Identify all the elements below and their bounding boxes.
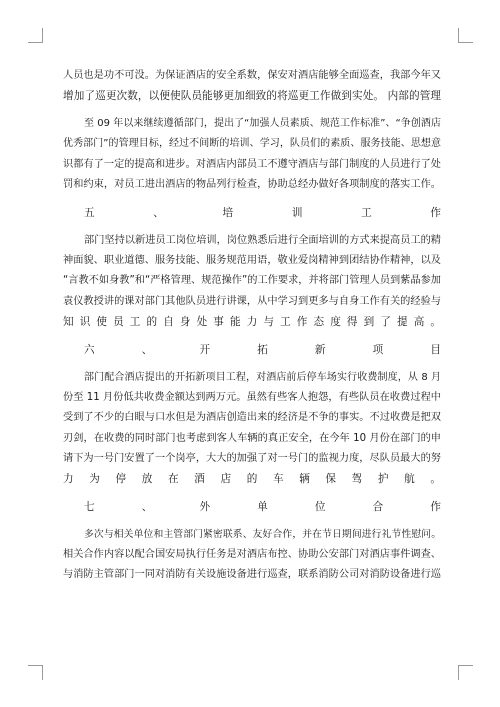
text-line: 增加了巡更次数，以便使队员能够更加细致的将巡更工作做到实处。 内部的管理 [63,90,441,103]
text-line: 六、开拓新项目 [84,343,441,356]
text-line: 相关合作内容以配合国安局执行任务是对酒店布控、协助公安部门对酒店事件调查、 [63,549,441,561]
crop-mark-top-left [28,28,43,43]
text-line: 部门坚持以新进员工岗位培训，岗位熟悉后进行全面培训的方式来提高员工的精 [84,235,441,247]
paragraph-gap [63,332,441,340]
document-body [63,66,441,586]
text-line: 多次与相关单位和主管部门紧密联系、友好合作，并在节日期间进行礼节性慰问。 [84,529,441,541]
paragraph-gap [63,106,441,114]
text-line: 袁仪教授讲的课对部门其他队员进行讲课，从中学习到更多与自身工作有关的经验与 [63,295,441,307]
paragraph-gap [63,517,441,525]
text-line: 神面貌、职业道德、服务技能、服务规范用语，敬业爱岗精神到团结协作精神，以及 [63,255,441,267]
text-line: 优秀部门”的管理目标，经过不间断的培训、学习，队员们的素质、服务技能、思想意 [63,138,441,150]
text-line: 刃剑，在收费的同时部门也考虑到客人车辆的真正安全，在今年 10 月份在部门的申 [63,432,441,444]
text-line: “言教不如身教”和“严格管理、规范操作”的工作要求，并将部门管理人员到紫晶参加 [63,275,441,287]
crop-mark-bottom-left [28,665,43,680]
paragraph-gap [63,223,441,231]
crop-mark-bottom-right [458,665,473,680]
text-line: 请下为一号门安置了一个岗亭，大大的加强了对一号门的监视力度，尽队员最大的努 [63,452,441,464]
text-line: 受到了不少的白眼与口水但是为酒店创造出来的经济是不争的事实。不过收费是把双 [63,412,441,424]
paragraph-gap [63,360,441,368]
text-line: 人员也是功不可没。为保证酒店的安全系数，保安对酒店能够全面巡查，我部今年又 [63,70,441,81]
text-line: 七、外单位合作 [84,500,441,513]
text-line: 罚和约束，对员工进出酒店的物品列行检查，协助总经办做好各项制度的落实工作。 [63,178,441,190]
text-line: 识都有了一定的提高和进步。对酒店内部员工不遵守酒店与部门制度的人员进行了处 [63,158,441,170]
text-line: 五、培训工作 [84,206,441,219]
text-line: 份至 11 月份低共收费金额达到两万元。虽然有些客人抱怨，有些队员在收费过程中 [63,392,441,404]
text-line: 知识使员工的自身处事能力与工作态度得到了提高。 [63,315,441,328]
text-line: 部门配合酒店提出的开拓新项目工程，对酒店前后停车场实行收费制度，从 8 月 [84,372,441,384]
text-line: 至 09 年以来继续遵循部门，提出了“加强人员素质、规范工作标准”、“争创酒店 [84,118,441,130]
text-line: 与消防主管部门一同对消防有关设施设备进行巡查，联系消防公司对消防设备进行巡 [63,569,441,581]
crop-mark-top-right [458,28,473,43]
text-line: 力为停放在酒店的车辆保驾护航。 [63,472,441,485]
paragraph-gap [63,489,441,497]
paragraph-gap [63,195,441,203]
